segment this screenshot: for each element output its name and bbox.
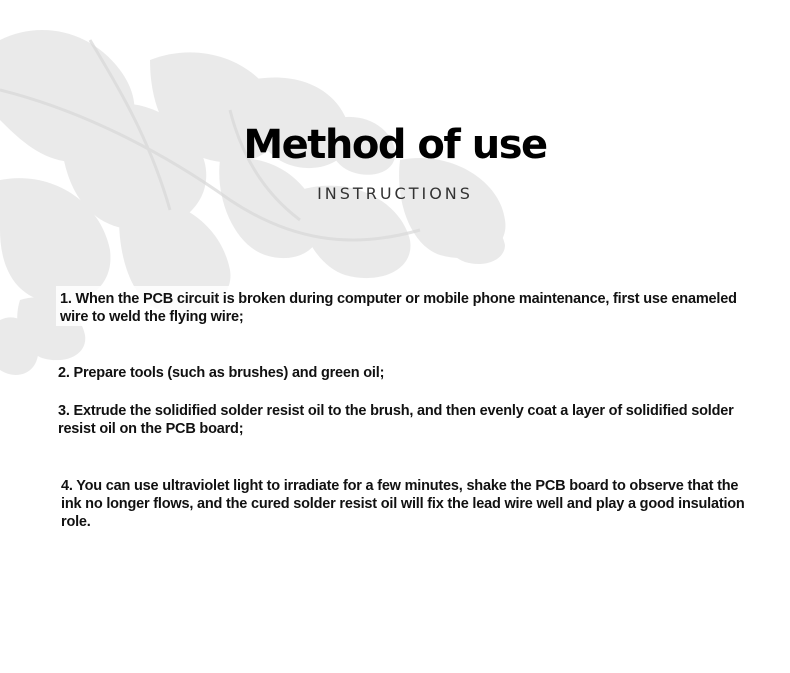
instruction-step-2: 2. Prepare tools (such as brushes) and green oil; xyxy=(58,365,385,381)
instruction-step-1: 1. When the PCB circuit is broken during computer or mobile phone maintenance, first use enameled wire to weld the flying wire; xyxy=(60,291,737,325)
page-title: Method of use xyxy=(243,122,547,168)
instruction-step-4: 4. You can use ultraviolet light to irradiate for a few minutes, shake the PCB board to observe that the ink no longer flows, and the cured solder resist oil will fix the lead wire well and play a good insulation role. xyxy=(61,478,745,530)
page-subtitle: INSTRUCTIONS xyxy=(317,184,473,203)
instruction-step-3: 3. Extrude the solidified solder resist oil to the brush, and then evenly coat a layer of solidified solder resist oil on the PCB board; xyxy=(58,403,734,437)
